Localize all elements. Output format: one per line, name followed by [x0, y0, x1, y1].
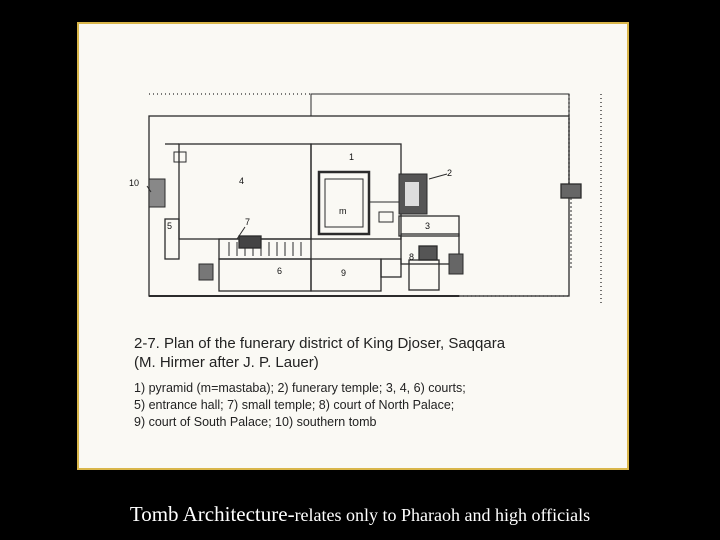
label-6: 6 — [277, 266, 283, 276]
figure-panel — [77, 22, 629, 470]
south-palace-building — [381, 259, 401, 277]
figure-caption-heading — [134, 334, 604, 372]
pyramid — [319, 172, 369, 234]
label-8: 8 — [409, 252, 415, 262]
caption-credit: (M. Hirmer after J. P. Lauer) — [134, 354, 319, 371]
slide-title — [0, 502, 720, 527]
label-9: 9 — [341, 268, 347, 278]
figure-legend — [134, 380, 604, 431]
slide-title-lead: Tomb Architecture- — [129, 502, 295, 526]
label-7: 7 — [245, 217, 251, 227]
pyramid-core — [325, 179, 363, 227]
slide-title-rest: relates only to Pharaoh and high officials — [294, 505, 591, 525]
southern-tomb — [149, 179, 165, 207]
legend-line: 1) pyramid (m=mastaba); 2) funerary temple; 3, 4, 6) courts; — [134, 381, 466, 395]
legend-line: 5) entrance hall; 7) small temple; 8) court of North Palace; — [134, 398, 455, 412]
site-plan-diagram — [79, 24, 627, 324]
north-palace-building — [419, 246, 437, 260]
label-4: 4 — [239, 176, 245, 186]
label-3: 3 — [425, 221, 431, 231]
label-5: 5 — [167, 221, 173, 231]
small-temple — [239, 236, 261, 248]
northern-structure — [561, 184, 581, 198]
north-enclosure — [311, 94, 569, 116]
label-10: 10 — [129, 178, 140, 188]
label-m: m — [339, 206, 347, 216]
caption-title: 2-7. Plan of the funerary district of King Djoser, Saqqara — [134, 335, 506, 352]
legend-line: 9) court of South Palace; 10) southern tomb — [134, 415, 377, 429]
court-6 — [219, 259, 311, 291]
label-2: 2 — [447, 168, 453, 178]
entrance-colonnade — [219, 239, 311, 259]
label-1: 1 — [349, 152, 355, 162]
